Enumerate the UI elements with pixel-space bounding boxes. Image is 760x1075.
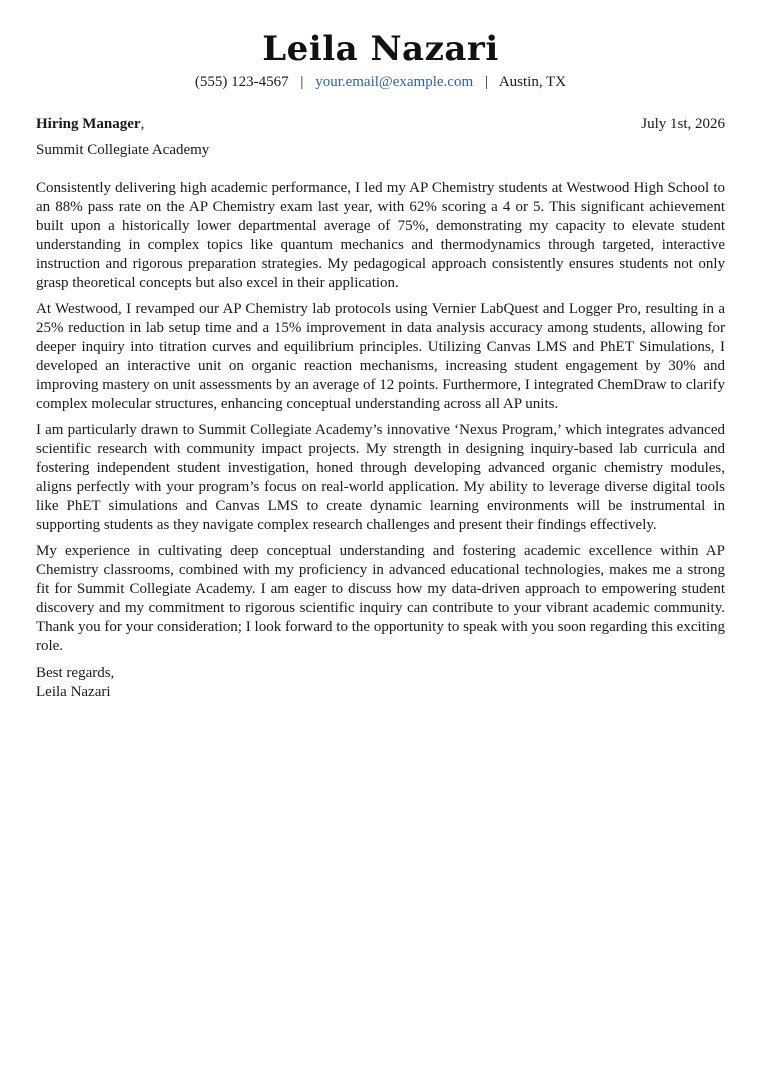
letter-closing — [36, 664, 725, 702]
recipient-date-row — [36, 114, 725, 134]
closing-signature: Leila Nazari — [36, 684, 111, 700]
phone-number: (555) 123-4567 — [194, 74, 289, 90]
location: Austin, TX — [498, 74, 567, 90]
recipient-line — [36, 114, 144, 134]
applicant-name: Leila Nazari — [262, 29, 499, 69]
contact-line — [36, 72, 725, 92]
closing-salutation: Best regards, — [36, 665, 115, 681]
recipient-organization: Summit Collegiate Academy — [36, 142, 210, 158]
recipient-name: Hiring Manager — [36, 116, 141, 132]
email-link[interactable]: your.email@example.com — [315, 74, 474, 90]
contact-separator: | — [300, 74, 304, 90]
recipient-name-suffix: , — [140, 116, 145, 132]
cover-letter-page — [36, 0, 725, 702]
body-paragraph: At Westwood, I revamped our AP Chemistry lab protocols using Vernier LabQuest and Logger Pro, resulting in a 25% reduction in lab setup time and a 15% improvement in data analysis accuracy among students, allowing for deeper inquiry into titration curves and equilibrium principles. Utilizing Canvas LMS and PhET Simulations, I developed an interactive unit on organic reaction mechanisms, increasing student engagement by 30% and improving mastery on unit assessments by an average of 12 points. Furthermore, I integrated ChemDraw to clarify complex molecular structures, enhancing conceptual understanding across all AP units. — [36, 301, 725, 412]
letter-body — [36, 179, 725, 656]
body-paragraph: I am particularly drawn to Summit Collegiate Academy’s innovative ‘Nexus Program,’ which integrates advanced scientific research with community impact projects. My strength in designing inquiry-based lab curricula and fostering independent student investigation, honed through developing advanced organic chemistry modules, aligns perfectly with your program’s focus on real-world application. My ability to leverage diverse digital tools like PhET simulations and Canvas LMS to create dynamic learning environments will be instrumental in supporting students as they navigate complex research challenges and present their findings effectively. — [36, 422, 725, 533]
letter-date: July 1st, 2026 — [641, 116, 725, 132]
body-paragraph: My experience in cultivating deep conceptual understanding and fostering academic excellence within AP Chemistry classrooms, combined with my proficiency in advanced educational technologies, makes me a strong fit for Summit Collegiate Academy. I am eager to discuss how my data-driven approach to empowering student discovery and my commitment to rigorous scientific inquiry can contribute to your vibrant academic community. Thank you for your consideration; I look forward to the opportunity to speak with you soon regarding this exciting role. — [36, 543, 725, 654]
contact-separator: | — [484, 74, 488, 90]
body-paragraph: Consistently delivering high academic performance, I led my AP Chemistry students at Westwood High School to an 88% pass rate on the AP Chemistry exam last year, with 62% scoring a 4 or 5. This significant achievement built upon a historically lower departmental average of 75%, demonstrating my capacity to elevate student understanding in complex topics like quantum mechanics and thermodynamics through targeted, interactive instruction and rigorous preparation strategies. My pedagogical approach consistently ensures students not only grasp theoretical concepts but also excel in their application. — [36, 180, 725, 291]
